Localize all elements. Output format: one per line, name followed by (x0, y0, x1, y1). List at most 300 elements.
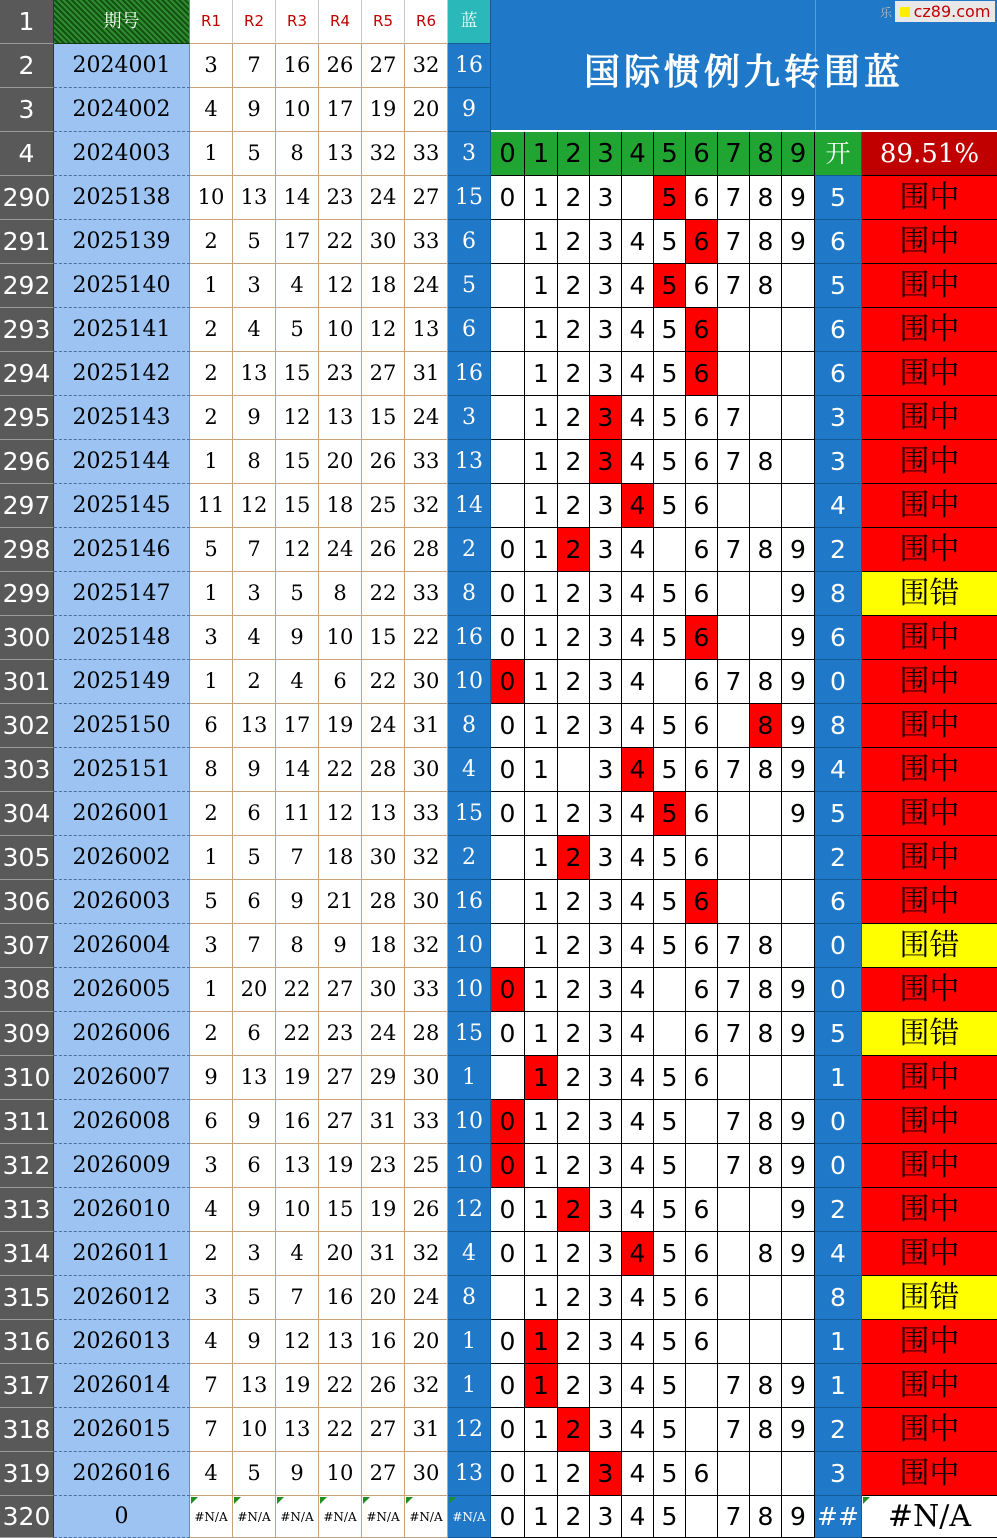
red-ball-cell[interactable]: 5 (190, 880, 233, 924)
red-ball-cell[interactable]: 22 (319, 748, 362, 792)
digit-cell[interactable]: 6 (686, 924, 718, 968)
digit-cell[interactable] (654, 660, 686, 704)
period-cell[interactable]: 2026013 (54, 1320, 190, 1364)
digit-cell[interactable]: 2 (558, 352, 590, 396)
digit-cell[interactable]: 4 (622, 660, 654, 704)
digit-cell[interactable]: 3 (590, 836, 622, 880)
digit-cell[interactable] (750, 792, 782, 836)
result-cell[interactable]: 围中 (862, 1100, 997, 1144)
red-ball-cell[interactable]: 22 (405, 616, 448, 660)
blue-ball-cell[interactable]: 15 (448, 1012, 491, 1056)
digit-cell[interactable]: 3 (590, 1408, 622, 1452)
result-cell[interactable]: 围中 (862, 1320, 997, 1364)
red-ball-cell[interactable]: 9 (233, 1188, 276, 1232)
red-ball-cell[interactable]: 17 (276, 704, 319, 748)
red-ball-cell[interactable]: 24 (319, 528, 362, 572)
result-cell[interactable]: 围中 (862, 352, 997, 396)
red-ball-cell[interactable]: 23 (319, 1012, 362, 1056)
red-ball-cell[interactable]: 24 (362, 176, 405, 220)
red-ball-cell[interactable]: 13 (319, 396, 362, 440)
result-cell[interactable]: 围中 (862, 748, 997, 792)
red-ball-cell[interactable]: 9 (276, 616, 319, 660)
blue-ball-cell[interactable]: 8 (448, 704, 491, 748)
red-ball-cell[interactable]: 22 (276, 1012, 319, 1056)
result-cell[interactable]: 围中 (862, 704, 997, 748)
red-ball-cell[interactable]: 1 (190, 132, 233, 176)
digit-cell[interactable]: 5 (654, 748, 686, 792)
red-ball-cell[interactable]: 7 (190, 1364, 233, 1408)
digit-cell[interactable]: 6 (686, 1452, 718, 1496)
digit-cell[interactable]: 5 (654, 836, 686, 880)
digit-cell[interactable]: 0 (491, 1144, 525, 1188)
digit-cell[interactable] (750, 836, 782, 880)
kai-cell[interactable]: 0 (815, 1100, 862, 1144)
digit-cell[interactable]: 6 (686, 176, 718, 220)
row-number[interactable]: 314 (0, 1232, 54, 1276)
digit-cell[interactable]: 4 (622, 1408, 654, 1452)
digit-cell[interactable]: 0 (491, 968, 525, 1012)
digit-cell[interactable]: 8 (750, 1364, 782, 1408)
red-ball-cell[interactable]: 32 (405, 484, 448, 528)
digit-cell[interactable]: 2 (558, 1276, 590, 1320)
digit-cell[interactable]: 7 (718, 176, 750, 220)
digit-cell[interactable]: 8 (750, 1496, 782, 1538)
red-ball-cell[interactable]: 2 (190, 1012, 233, 1056)
digit-cell[interactable] (750, 1276, 782, 1320)
digit-cell[interactable]: 2 (558, 308, 590, 352)
digit-cell[interactable]: 9 (782, 1364, 815, 1408)
red-ball-cell[interactable]: 20 (362, 1276, 405, 1320)
period-cell[interactable]: 2026011 (54, 1232, 190, 1276)
digit-cell[interactable]: 2 (558, 1100, 590, 1144)
red-ball-cell[interactable]: 4 (190, 1188, 233, 1232)
kai-cell[interactable]: 6 (815, 308, 862, 352)
period-cell[interactable]: 2024002 (54, 88, 190, 132)
digit-cell[interactable]: 8 (750, 1232, 782, 1276)
red-ball-cell[interactable]: 13 (233, 704, 276, 748)
digit-cell[interactable]: 3 (590, 352, 622, 396)
red-ball-cell[interactable]: 8 (190, 748, 233, 792)
red-ball-cell[interactable]: 6 (233, 1144, 276, 1188)
red-ball-cell[interactable]: 33 (405, 1100, 448, 1144)
period-cell[interactable]: 2026008 (54, 1100, 190, 1144)
digit-cell[interactable]: 8 (750, 1144, 782, 1188)
red-ball-cell[interactable]: 19 (319, 1144, 362, 1188)
red-ball-cell[interactable]: #N/A (362, 1496, 405, 1538)
kai-cell[interactable]: 4 (815, 1232, 862, 1276)
digit-header-1[interactable]: 1 (525, 132, 558, 176)
red-ball-cell[interactable]: 15 (362, 396, 405, 440)
digit-cell[interactable]: 8 (750, 220, 782, 264)
digit-cell[interactable]: 6 (686, 704, 718, 748)
digit-cell[interactable]: 9 (782, 176, 815, 220)
kai-cell[interactable]: 5 (815, 1012, 862, 1056)
digit-cell[interactable]: 6 (686, 1320, 718, 1364)
red-ball-cell[interactable]: 15 (276, 440, 319, 484)
red-ball-cell[interactable]: 9 (233, 1320, 276, 1364)
digit-cell[interactable]: 4 (622, 748, 654, 792)
digit-cell[interactable]: 1 (525, 836, 558, 880)
digit-cell[interactable]: 9 (782, 704, 815, 748)
red-ball-cell[interactable]: 13 (276, 1408, 319, 1452)
digit-cell[interactable]: 8 (750, 1012, 782, 1056)
digit-cell[interactable]: 1 (525, 968, 558, 1012)
digit-cell[interactable] (782, 396, 815, 440)
kai-cell[interactable]: 3 (815, 396, 862, 440)
kai-cell[interactable]: 1 (815, 1320, 862, 1364)
row-number[interactable]: 292 (0, 264, 54, 308)
digit-cell[interactable] (718, 880, 750, 924)
result-cell[interactable]: 围错 (862, 572, 997, 616)
digit-cell[interactable] (491, 352, 525, 396)
red-ball-cell[interactable]: 16 (319, 1276, 362, 1320)
digit-cell[interactable] (750, 1188, 782, 1232)
digit-cell[interactable]: 2 (558, 660, 590, 704)
digit-cell[interactable]: 1 (525, 440, 558, 484)
red-ball-cell[interactable]: 33 (405, 220, 448, 264)
digit-cell[interactable]: 4 (622, 1320, 654, 1364)
red-ball-cell[interactable]: 27 (362, 44, 405, 88)
red-ball-cell[interactable]: 8 (233, 440, 276, 484)
blue-ball-cell[interactable]: 10 (448, 968, 491, 1012)
result-cell[interactable]: 围中 (862, 528, 997, 572)
hit-rate[interactable]: 89.51% (862, 132, 997, 176)
digit-cell[interactable] (782, 440, 815, 484)
digit-cell[interactable]: 1 (525, 1452, 558, 1496)
red-ball-cell[interactable]: 24 (362, 1012, 405, 1056)
row-number[interactable]: 302 (0, 704, 54, 748)
red-ball-cell[interactable]: 20 (233, 968, 276, 1012)
digit-cell[interactable]: 2 (558, 396, 590, 440)
digit-cell[interactable]: 9 (782, 660, 815, 704)
red-ball-cell[interactable]: 15 (319, 1188, 362, 1232)
period-cell[interactable]: 2025149 (54, 660, 190, 704)
red-ball-cell[interactable]: 15 (276, 484, 319, 528)
digit-cell[interactable]: 5 (654, 880, 686, 924)
digit-cell[interactable]: 0 (491, 1100, 525, 1144)
digit-cell[interactable]: 4 (622, 1276, 654, 1320)
red-ball-cell[interactable]: 20 (319, 1232, 362, 1276)
red-ball-cell[interactable]: 2 (190, 1232, 233, 1276)
digit-cell[interactable]: 4 (622, 528, 654, 572)
digit-cell[interactable] (718, 352, 750, 396)
blue-ball-cell[interactable]: 8 (448, 572, 491, 616)
red-ball-cell[interactable]: 1 (190, 572, 233, 616)
red-ball-cell[interactable]: 5 (276, 308, 319, 352)
period-cell[interactable]: 2025139 (54, 220, 190, 264)
period-cell[interactable]: 2025141 (54, 308, 190, 352)
digit-cell[interactable] (491, 880, 525, 924)
digit-cell[interactable]: 3 (590, 572, 622, 616)
digit-cell[interactable]: 3 (590, 1364, 622, 1408)
blue-ball-cell[interactable]: 13 (448, 1452, 491, 1496)
kai-cell[interactable]: 6 (815, 220, 862, 264)
digit-cell[interactable]: 2 (558, 792, 590, 836)
digit-cell[interactable] (782, 836, 815, 880)
digit-cell[interactable]: 2 (558, 572, 590, 616)
digit-cell[interactable]: 7 (718, 264, 750, 308)
digit-cell[interactable]: 3 (590, 704, 622, 748)
red-ball-cell[interactable]: 27 (405, 176, 448, 220)
digit-cell[interactable]: 0 (491, 1232, 525, 1276)
row-number[interactable]: 3 (0, 88, 54, 132)
digit-cell[interactable]: 4 (622, 1012, 654, 1056)
digit-cell[interactable]: 0 (491, 660, 525, 704)
kai-cell[interactable]: 2 (815, 1408, 862, 1452)
digit-cell[interactable]: 1 (525, 704, 558, 748)
digit-cell[interactable] (718, 616, 750, 660)
digit-cell[interactable]: 3 (590, 1232, 622, 1276)
digit-cell[interactable]: 9 (782, 792, 815, 836)
result-cell[interactable]: 围中 (862, 308, 997, 352)
red-ball-cell[interactable]: 30 (405, 1452, 448, 1496)
result-cell[interactable]: 围中 (862, 396, 997, 440)
red-ball-cell[interactable]: 33 (405, 440, 448, 484)
red-ball-cell[interactable]: 3 (190, 924, 233, 968)
digit-cell[interactable] (782, 1452, 815, 1496)
red-ball-cell[interactable]: 1 (190, 836, 233, 880)
digit-cell[interactable]: 1 (525, 1276, 558, 1320)
red-ball-cell[interactable]: 19 (362, 88, 405, 132)
digit-cell[interactable]: 3 (590, 1276, 622, 1320)
result-cell[interactable]: 围中 (862, 792, 997, 836)
digit-cell[interactable]: 8 (750, 176, 782, 220)
digit-cell[interactable]: 6 (686, 484, 718, 528)
digit-cell[interactable]: 3 (590, 660, 622, 704)
red-ball-cell[interactable]: 12 (319, 792, 362, 836)
kai-cell[interactable]: 8 (815, 1276, 862, 1320)
digit-cell[interactable]: 0 (491, 528, 525, 572)
red-ball-cell[interactable]: 22 (276, 968, 319, 1012)
blue-ball-cell[interactable]: 10 (448, 660, 491, 704)
digit-cell[interactable]: 6 (686, 1276, 718, 1320)
digit-cell[interactable]: 7 (718, 220, 750, 264)
red-ball-cell[interactable]: 24 (405, 396, 448, 440)
digit-cell[interactable] (750, 880, 782, 924)
digit-header-6[interactable]: 6 (686, 132, 718, 176)
digit-cell[interactable] (782, 924, 815, 968)
row-number[interactable]: 307 (0, 924, 54, 968)
red-ball-cell[interactable]: 5 (276, 572, 319, 616)
digit-header-7[interactable]: 7 (718, 132, 750, 176)
digit-cell[interactable] (491, 1276, 525, 1320)
kai-cell[interactable]: 8 (815, 704, 862, 748)
digit-cell[interactable] (750, 616, 782, 660)
digit-cell[interactable]: 7 (718, 1144, 750, 1188)
digit-cell[interactable]: 2 (558, 1320, 590, 1364)
digit-cell[interactable]: 3 (590, 1452, 622, 1496)
blue-ball-cell[interactable]: 10 (448, 1100, 491, 1144)
period-cell[interactable]: 2025150 (54, 704, 190, 748)
period-cell[interactable]: 2025143 (54, 396, 190, 440)
header-red-3[interactable]: R3 (276, 0, 319, 44)
digit-cell[interactable]: 3 (590, 308, 622, 352)
digit-cell[interactable]: 2 (558, 1188, 590, 1232)
digit-cell[interactable] (718, 1188, 750, 1232)
red-ball-cell[interactable]: 27 (362, 352, 405, 396)
digit-cell[interactable]: 1 (525, 1144, 558, 1188)
digit-cell[interactable]: 5 (654, 1056, 686, 1100)
red-ball-cell[interactable]: 33 (405, 132, 448, 176)
red-ball-cell[interactable]: 15 (362, 616, 405, 660)
digit-cell[interactable]: 6 (686, 396, 718, 440)
red-ball-cell[interactable]: 10 (276, 88, 319, 132)
digit-cell[interactable] (654, 528, 686, 572)
period-cell[interactable]: 2025142 (54, 352, 190, 396)
kai-cell[interactable]: 2 (815, 1188, 862, 1232)
blue-ball-cell[interactable]: 5 (448, 264, 491, 308)
red-ball-cell[interactable]: 5 (233, 132, 276, 176)
red-ball-cell[interactable]: 7 (233, 44, 276, 88)
digit-cell[interactable]: 9 (782, 1408, 815, 1452)
digit-cell[interactable]: 8 (750, 528, 782, 572)
red-ball-cell[interactable]: 18 (362, 264, 405, 308)
digit-cell[interactable] (750, 396, 782, 440)
digit-cell[interactable]: 9 (782, 572, 815, 616)
digit-cell[interactable] (750, 484, 782, 528)
blue-ball-cell[interactable]: 3 (448, 132, 491, 176)
period-cell[interactable]: 2026007 (54, 1056, 190, 1100)
red-ball-cell[interactable]: 32 (405, 1364, 448, 1408)
digit-cell[interactable]: 7 (718, 528, 750, 572)
digit-cell[interactable]: 2 (558, 616, 590, 660)
digit-cell[interactable]: 2 (558, 1452, 590, 1496)
digit-cell[interactable] (718, 308, 750, 352)
row-number[interactable]: 304 (0, 792, 54, 836)
result-cell[interactable]: 围中 (862, 836, 997, 880)
kai-cell[interactable]: 3 (815, 1452, 862, 1496)
digit-cell[interactable]: 9 (782, 748, 815, 792)
result-cell[interactable]: 围中 (862, 484, 997, 528)
period-cell[interactable]: 2026002 (54, 836, 190, 880)
digit-cell[interactable]: 5 (654, 924, 686, 968)
digit-cell[interactable]: 2 (558, 704, 590, 748)
digit-cell[interactable]: 8 (750, 264, 782, 308)
digit-cell[interactable] (686, 1408, 718, 1452)
kai-cell[interactable]: 1 (815, 1056, 862, 1100)
digit-cell[interactable]: 4 (622, 924, 654, 968)
digit-cell[interactable]: 0 (491, 1320, 525, 1364)
row-number[interactable]: 312 (0, 1144, 54, 1188)
digit-cell[interactable]: 9 (782, 1188, 815, 1232)
red-ball-cell[interactable]: 3 (190, 616, 233, 660)
blue-ball-cell[interactable]: 1 (448, 1056, 491, 1100)
red-ball-cell[interactable]: 30 (362, 220, 405, 264)
row-number[interactable]: 311 (0, 1100, 54, 1144)
red-ball-cell[interactable]: 32 (362, 132, 405, 176)
red-ball-cell[interactable]: 13 (233, 176, 276, 220)
digit-cell[interactable]: 1 (525, 792, 558, 836)
digit-cell[interactable]: 1 (525, 1364, 558, 1408)
red-ball-cell[interactable]: 12 (276, 396, 319, 440)
digit-cell[interactable]: 3 (590, 1012, 622, 1056)
digit-cell[interactable]: 2 (558, 880, 590, 924)
red-ball-cell[interactable]: 12 (319, 264, 362, 308)
digit-cell[interactable]: 4 (622, 1232, 654, 1276)
blue-ball-cell[interactable]: 4 (448, 748, 491, 792)
red-ball-cell[interactable]: 13 (233, 352, 276, 396)
digit-cell[interactable]: 1 (525, 572, 558, 616)
blue-ball-cell[interactable]: 1 (448, 1320, 491, 1364)
red-ball-cell[interactable]: 1 (190, 440, 233, 484)
red-ball-cell[interactable]: 28 (362, 748, 405, 792)
digit-cell[interactable]: 3 (590, 792, 622, 836)
period-cell[interactable]: 2026015 (54, 1408, 190, 1452)
row-number[interactable]: 293 (0, 308, 54, 352)
red-ball-cell[interactable]: 31 (362, 1232, 405, 1276)
digit-cell[interactable]: 1 (525, 308, 558, 352)
digit-cell[interactable]: 8 (750, 968, 782, 1012)
red-ball-cell[interactable]: 14 (276, 176, 319, 220)
red-ball-cell[interactable]: 3 (233, 264, 276, 308)
blue-ball-cell[interactable]: 2 (448, 836, 491, 880)
red-ball-cell[interactable]: 23 (319, 176, 362, 220)
digit-cell[interactable]: 4 (622, 1496, 654, 1538)
period-cell[interactable]: 2026001 (54, 792, 190, 836)
digit-cell[interactable]: 5 (654, 1276, 686, 1320)
result-cell[interactable]: 围错 (862, 924, 997, 968)
red-ball-cell[interactable]: 4 (190, 88, 233, 132)
digit-cell[interactable]: 5 (654, 1232, 686, 1276)
red-ball-cell[interactable]: 13 (233, 1364, 276, 1408)
red-ball-cell[interactable]: 7 (233, 924, 276, 968)
red-ball-cell[interactable]: 9 (233, 748, 276, 792)
digit-cell[interactable] (782, 1320, 815, 1364)
red-ball-cell[interactable]: 16 (362, 1320, 405, 1364)
digit-cell[interactable] (750, 572, 782, 616)
kai-cell[interactable]: 8 (815, 572, 862, 616)
digit-cell[interactable]: 3 (590, 220, 622, 264)
red-ball-cell[interactable]: 20 (405, 1320, 448, 1364)
digit-cell[interactable] (782, 352, 815, 396)
digit-cell[interactable]: 7 (718, 1364, 750, 1408)
digit-cell[interactable]: 5 (654, 264, 686, 308)
red-ball-cell[interactable]: 6 (233, 880, 276, 924)
red-ball-cell[interactable]: 12 (233, 484, 276, 528)
red-ball-cell[interactable]: 32 (405, 1232, 448, 1276)
digit-cell[interactable]: 7 (718, 748, 750, 792)
digit-cell[interactable]: 1 (525, 352, 558, 396)
digit-cell[interactable]: 4 (622, 1364, 654, 1408)
digit-cell[interactable]: 8 (750, 924, 782, 968)
red-ball-cell[interactable]: 2 (190, 396, 233, 440)
digit-cell[interactable]: 4 (622, 572, 654, 616)
digit-cell[interactable] (718, 484, 750, 528)
row-number[interactable]: 305 (0, 836, 54, 880)
digit-cell[interactable]: 4 (622, 1144, 654, 1188)
red-ball-cell[interactable]: #N/A (190, 1496, 233, 1538)
digit-cell[interactable]: 1 (525, 220, 558, 264)
red-ball-cell[interactable]: 17 (319, 88, 362, 132)
digit-cell[interactable]: 2 (558, 836, 590, 880)
digit-cell[interactable] (750, 1452, 782, 1496)
red-ball-cell[interactable]: 32 (405, 44, 448, 88)
digit-cell[interactable] (718, 836, 750, 880)
digit-cell[interactable]: 2 (558, 528, 590, 572)
red-ball-cell[interactable]: 9 (276, 880, 319, 924)
red-ball-cell[interactable]: 7 (276, 1276, 319, 1320)
digit-cell[interactable] (718, 704, 750, 748)
digit-cell[interactable]: 1 (525, 176, 558, 220)
red-ball-cell[interactable]: 10 (319, 308, 362, 352)
digit-header-8[interactable]: 8 (750, 132, 782, 176)
row-number[interactable]: 316 (0, 1320, 54, 1364)
digit-cell[interactable]: 6 (686, 660, 718, 704)
red-ball-cell[interactable]: 4 (190, 1452, 233, 1496)
red-ball-cell[interactable]: 33 (405, 968, 448, 1012)
digit-cell[interactable]: 2 (558, 924, 590, 968)
digit-cell[interactable] (491, 220, 525, 264)
